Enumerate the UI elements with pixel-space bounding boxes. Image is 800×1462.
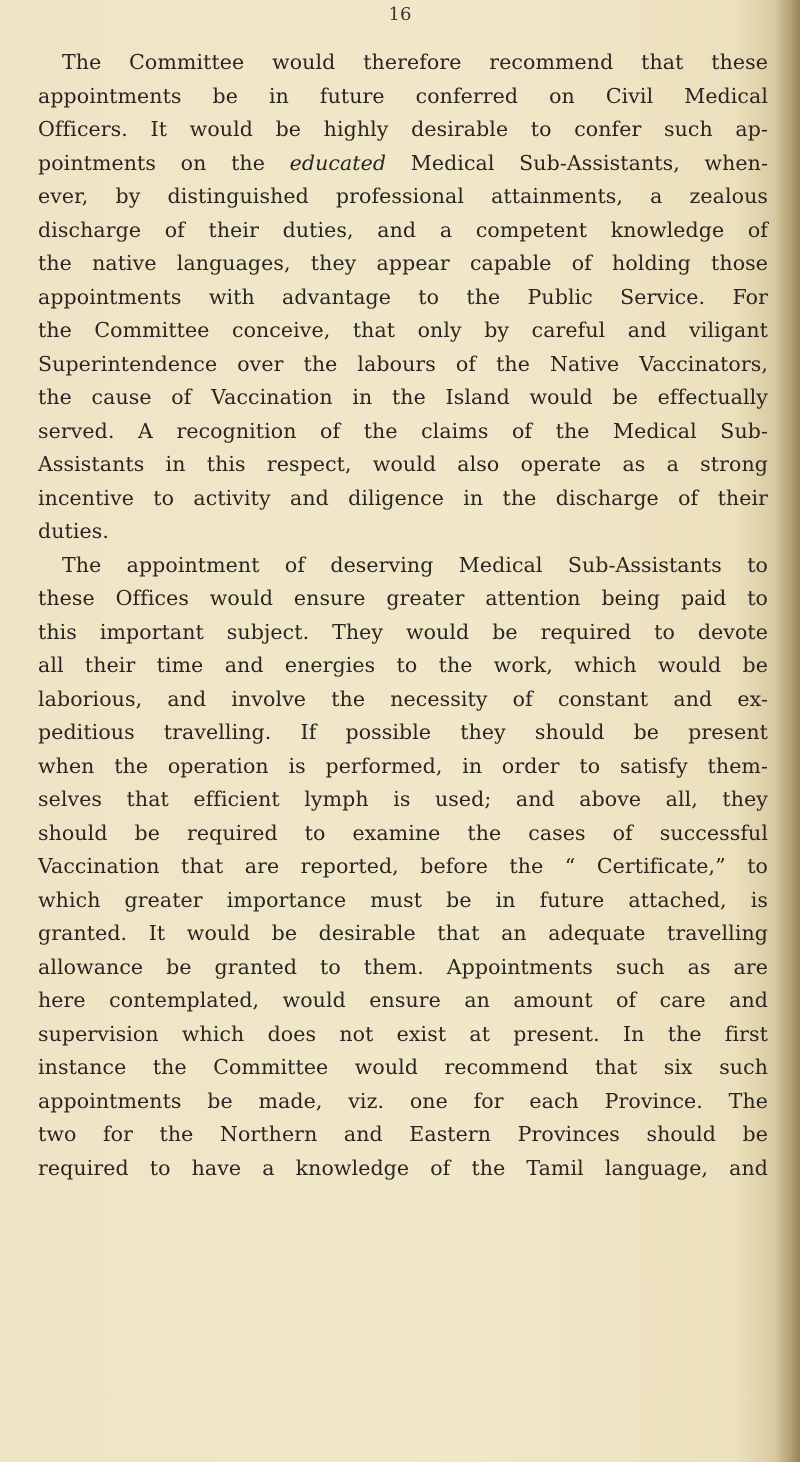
text-fragment: pointments on the xyxy=(38,150,290,175)
text-line: the Committee conceive, that only by careful and viligant xyxy=(38,318,768,342)
text-line: allowance be granted to them. Appointments such as are xyxy=(38,954,768,979)
text-line: laborious, and involve the necessity of constant and ex- xyxy=(38,686,768,711)
italic-word: educated xyxy=(289,150,387,175)
text-line: discharge of their duties, and a competent knowledge of xyxy=(38,217,768,242)
text-line: which greater importance must be in future attached, is xyxy=(38,887,768,912)
text-line: Assistants in this respect, would also operate as a strong xyxy=(38,452,768,476)
text-line: Vaccination that are reported, before the “ Certificate,” to xyxy=(38,854,768,878)
text-line: duties. xyxy=(38,519,109,543)
text-line: selves that efficient lymph is used; and above all, they xyxy=(38,787,768,811)
text-line: granted. It would be desirable that an adequate travelling xyxy=(38,921,768,945)
text-line: ever, by distinguished professional attainments, a zealous xyxy=(38,184,768,208)
text-line: The Committee would therefore recommend that these xyxy=(62,50,768,74)
text-line: appointments with advantage to the Public Service. For xyxy=(38,284,768,309)
text-line: the native languages, they appear capable of holding those xyxy=(38,251,768,275)
page-edge-shadow xyxy=(774,0,800,1462)
text-line: incentive to activity and diligence in the discharge of their xyxy=(38,485,768,510)
text-line: this important subject. They would be required to devote xyxy=(38,619,768,644)
text-line: Officers. It would be highly desirable to confer such ap- xyxy=(38,117,768,141)
text-line: appointments be made, viz. one for each Province. The xyxy=(38,1088,768,1113)
text-line: supervision which does not exist at present. In the first xyxy=(38,1021,768,1046)
text-line: peditious travelling. If possible they should be present xyxy=(38,720,768,744)
text-line: Superintendence over the labours of the Native Vaccinators, xyxy=(38,351,768,376)
text-line: The appointment of deserving Medical Sub-Assistants to xyxy=(62,552,768,577)
text-line: appointments be in future conferred on Civil Medical xyxy=(38,83,768,108)
text-line: should be required to examine the cases of successful xyxy=(38,820,768,845)
text-line: the cause of Vaccination in the Island would be effectually xyxy=(38,385,768,409)
text-line: when the operation is performed, in order to satisfy them- xyxy=(38,753,768,778)
text-line: all their time and energies to the work, which would be xyxy=(38,653,768,677)
text-line-emphasis xyxy=(38,147,768,181)
text-line: instance the Committee would recommend that six such xyxy=(38,1055,768,1079)
text-line: required to have a knowledge of the Tamil language, and xyxy=(38,1155,768,1180)
text-line: served. A recognition of the claims of the Medical Sub- xyxy=(38,418,768,443)
text-line: two for the Northern and Eastern Provinces should be xyxy=(38,1122,768,1146)
text-line: these Offices would ensure greater attention being paid to xyxy=(38,586,768,610)
body-text xyxy=(38,46,768,1185)
page-number: 16 xyxy=(388,4,412,25)
text-fragment: Medical Sub-Assistants, when- xyxy=(386,150,768,175)
text-line: here contemplated, would ensure an amount of care and xyxy=(38,988,768,1012)
